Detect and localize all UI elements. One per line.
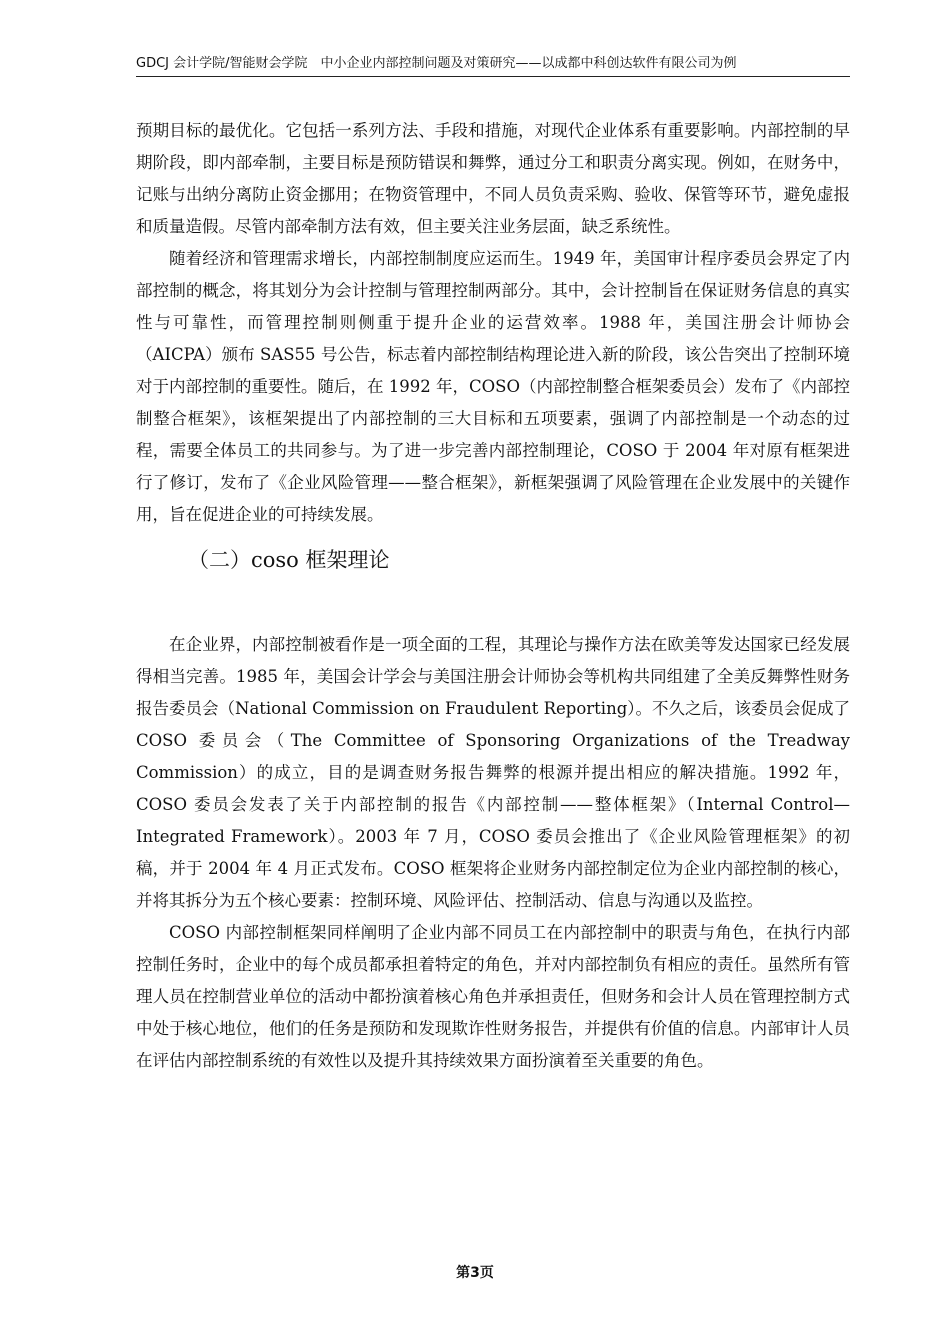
running-header: GDCJ 会计学院/智能财会学院 中小企业内部控制问题及对策研究——以成都中科创达软件有限公司为例 — [136, 54, 850, 77]
paragraph-continuation: 预期目标的最优化。它包括一系列方法、手段和措施，对现代企业体系有重要影响。内部控制的早期阶段，即内部牵制，主要目标是预防错误和舞弊，通过分工和职责分离实现。例如，在财务中，记账与出纳分离防止资金挪用；在物资管理中，不同人员负责采购、验收、保管等环节，避免虚报和质量造假。尽管内部牵制方法有效，但主要关注业务层面，缺乏系统性。 — [136, 121, 850, 236]
page-number: 第3页 — [456, 1265, 494, 1281]
paragraph-coso-roles: COSO 内部控制框架同样阐明了企业内部不同员工在内部控制中的职责与角色，在执行内部控制任务时，企业中的每个成员都承担着特定的角色，并对内部控制负有相应的责任。虽然所有管理人员在控制营业单位的活动中都扮演着核心角色并承担责任，但财务和会计人员在管理控制方式中处于核心地位，他们的任务是预防和发现欺诈性财务报告，并提供有价值的信息。内部审计人员在评估内部控制系统的有效性以及提升其持续效果方面扮演着至关重要的角色。 — [136, 923, 850, 1070]
section-heading: （二）coso 框架理论 — [188, 548, 390, 572]
document-body — [136, 115, 850, 1077]
paragraph-internal-control-history: 随着经济和管理需求增长，内部控制制度应运而生。1949 年，美国审计程序委员会界定了内部控制的概念，将其划分为会计控制与管理控制两部分。其中，会计控制旨在保证财务信息的真实性与可靠性，而管理控制则侧重于提升企业的运营效率。1988 年，美国注册会计师协会（AICPA）颁布 SAS55 号公告，标志着内部控制结构理论进入新的阶段，该公告突出了控制环境对于内部控制的重要性。随后，在 1992 年，COSO（内部控制整合框架委员会）发布了《内部控制整合框架》，该框架提出了内部控制的三大目标和五项要素，强调了内部控制是一个动态的过程，需要全体员工的共同参与。为了进一步完善内部控制理论，COSO 于 2004 年对原有框架进行了修订，发布了《企业风险管理——整合框架》，新框架强调了风险管理在企业发展中的关键作用，旨在促进企业的可持续发展。 — [136, 249, 850, 524]
paragraph-coso-origin: 在企业界，内部控制被看作是一项全面的工程，其理论与操作方法在欧美等发达国家已经发展得相当完善。1985 年，美国会计学会与美国注册会计师协会等机构共同组建了全美反舞弊性财务报告委员会（National Commission on Fraudulent Reporting）。不久之后，该委员会促成了 COSO 委员会（The Committee of Sponsoring Organizations of the Treadway Commission）的成立，目的是调查财务报告舞弊的根源并提出相应的解决措施。1992 年，COSO 委员会发表了关于内部控制的报告《内部控制——整体框架》（Internal Control—Integrated Framework）。2003 年 7 月，COSO 委员会推出了《企业风险管理框架》的初稿，并于 2004 年 4 月正式发布。COSO 框架将企业财务内部控制定位为企业内部控制的核心，并将其拆分为五个核心要素：控制环境、风险评估、控制活动、信息与沟通以及监控。 — [136, 635, 851, 910]
section-spacer — [136, 591, 850, 629]
